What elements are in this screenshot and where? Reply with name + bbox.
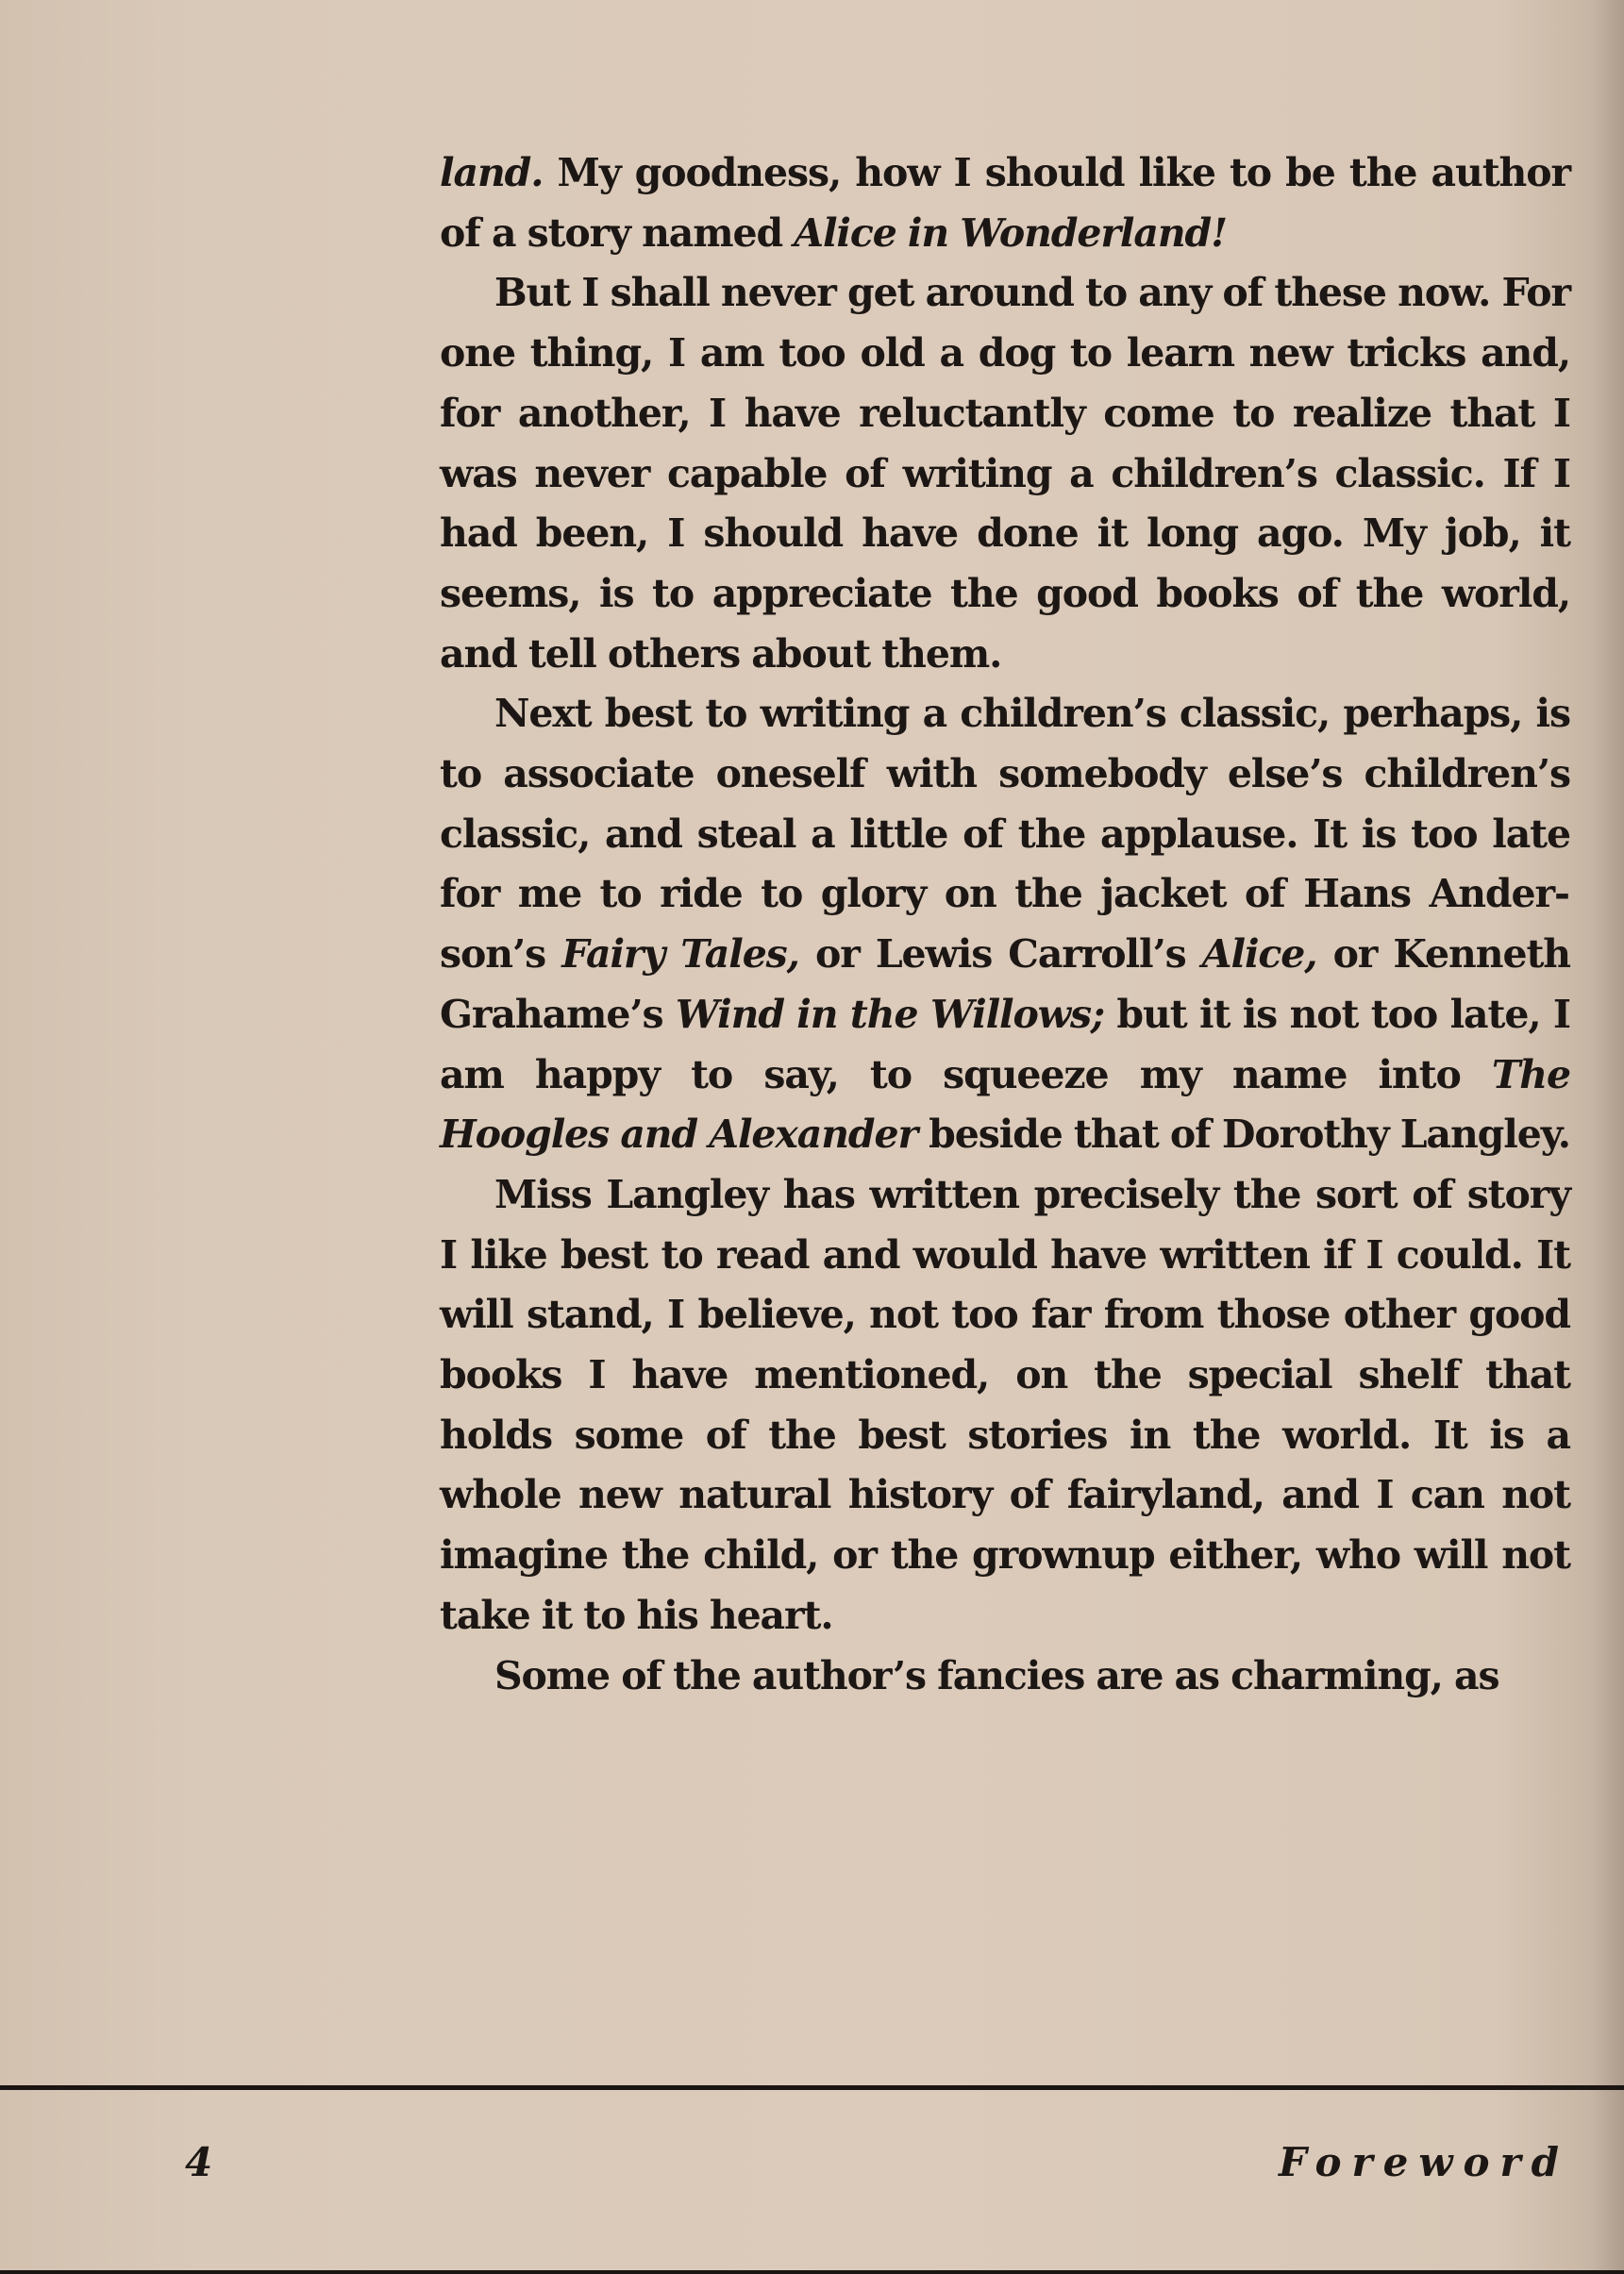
page-number: 4	[185, 2139, 213, 2185]
text-segment: Miss Langley has written precisely the sort of story I like best to read and would have written if I could. It will stand, I believe, not too far from those other good books I have mentioned, on the special shelf that holds some of the best stories in the world. It is a whole new natural history of fairyland, and I can not imagine the child, or the grownup either, who will not take it to his heart.	[440, 1171, 1570, 1638]
text-segment: beside that of Dorothy Langley.	[916, 1112, 1570, 1158]
paragraph-4	[440, 1165, 1570, 1647]
text-segment-italic: Alice,	[1201, 931, 1317, 978]
text-segment-italic: Alice in Wonderland!	[794, 209, 1228, 256]
footer-rule-top	[0, 2085, 1624, 2090]
text-segment: But I shall never get around to any of these now. For one thing, I am too old a dog to learn new tricks and, for another, I have reluctantly come to realize that I was never capable of writing a children’s classic. If I had been, I should have done it long ago. My job, it seems, is to appreciate the good books of the world, and tell others about them.	[440, 270, 1570, 677]
text-segment: or Kenneth Grahame’s	[440, 931, 1570, 1037]
running-head: Foreword	[1278, 2139, 1569, 2185]
text-segment: My goodness, how I should like to be the author of a story named	[440, 150, 1570, 256]
text-segment-italic: land.	[440, 150, 544, 195]
text-segment: Next best to writing a children’s classic, perhaps, is to associate oneself with somebody else’s children’s classic, and steal a little of the applause. It is too late for me to ride to glory on the jacket of Hans Anderson’s	[440, 691, 1570, 978]
text-segment: Some of the author’s fancies are as charming, as	[494, 1652, 1499, 1698]
text-segment: or Lewis Carroll’s	[798, 931, 1202, 978]
paragraph-3	[440, 684, 1570, 1165]
text-segment-italic: Wind in the Willows;	[675, 991, 1104, 1037]
paragraph-5	[440, 1647, 1570, 1707]
text-segment: but it is not too late, I am happy to say, to squeeze my name into	[440, 991, 1571, 1097]
paragraph-2	[440, 263, 1570, 684]
footer-rule-bottom	[0, 2270, 1624, 2274]
text-segment-italic: Fairy Tales,	[561, 931, 799, 978]
paragraph-1	[440, 143, 1570, 263]
body-text	[440, 143, 1570, 1706]
page-edge-shadow	[1592, 0, 1624, 2274]
text-segment-italic: The Hoogles and Alexander	[440, 1051, 1570, 1158]
